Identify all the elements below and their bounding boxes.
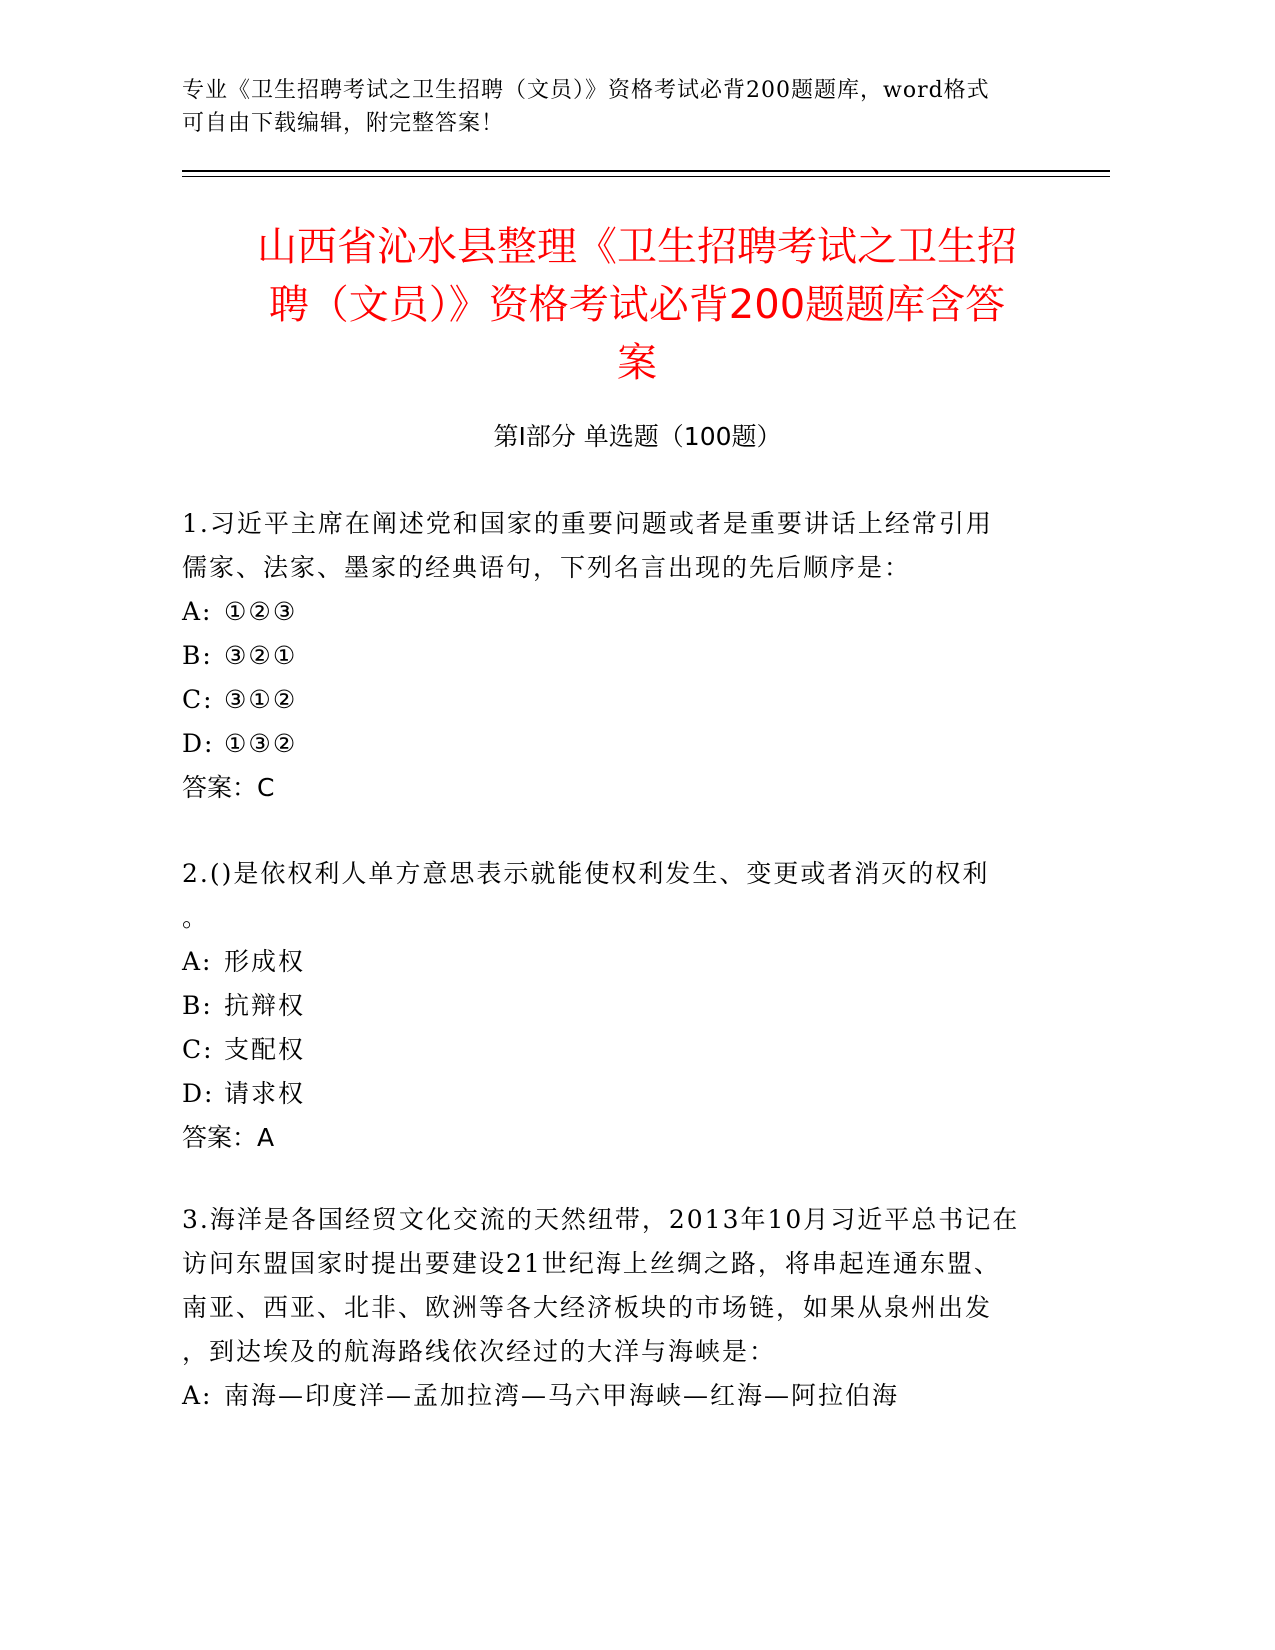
title-line: 案 xyxy=(617,340,657,386)
answer-line: 答案：C xyxy=(182,773,275,802)
question-2 xyxy=(182,852,1062,1160)
option-c xyxy=(182,678,1062,722)
option-c xyxy=(182,1028,1062,1072)
question-stem-line: 1.习近平主席在阐述党和国家的重要问题或者是重要讲话上经常引用 xyxy=(182,509,993,538)
question-stem-line: 南亚、西亚、北非、欧洲等各大经济板块的市场链，如果从泉州出发 xyxy=(182,1293,993,1322)
document-title xyxy=(182,218,1092,392)
option-d xyxy=(182,1072,1062,1116)
option-a xyxy=(182,940,1062,984)
question-1 xyxy=(182,502,1062,810)
option-key: D: xyxy=(182,729,215,758)
question-stem-line: 3.海洋是各国经贸文化交流的天然纽带，2013年10月习近平总书记在 xyxy=(182,1205,1020,1234)
option-a xyxy=(182,590,1062,634)
option-b xyxy=(182,634,1062,678)
option-d xyxy=(182,722,1062,766)
option-key: A: xyxy=(182,597,213,626)
option-b xyxy=(182,984,1062,1028)
option-key: C: xyxy=(182,685,214,714)
question-stem-line: 2.()是依权利人单方意思表示就能使权利发生、变更或者消灭的权利 xyxy=(182,859,990,888)
option-text: 抗辩权 xyxy=(224,991,306,1020)
header-note-line: 可自由下载编辑，附完整答案！ xyxy=(182,111,505,136)
option-text: 形成权 xyxy=(224,947,306,976)
option-key: D: xyxy=(182,1079,215,1108)
header-note-line: 专业《卫生招聘考试之卫生招聘（文员）》资格考试必背200题题库，word格式 xyxy=(182,78,990,103)
option-key: A: xyxy=(182,947,213,976)
option-text: 南海—印度洋—孟加拉湾—马六甲海峡—红海—阿拉伯海 xyxy=(224,1381,900,1410)
option-text: ①③② xyxy=(224,729,298,758)
option-key: B: xyxy=(182,991,213,1020)
option-key: B: xyxy=(182,641,213,670)
option-key: A: xyxy=(182,1381,213,1410)
option-text: 支配权 xyxy=(224,1035,306,1064)
section-heading: 第Ⅰ部分 单选题（100题） xyxy=(493,422,782,451)
title-line: 山西省沁水县整理《卫生招聘考试之卫生招 xyxy=(257,224,1017,270)
title-line: 聘（文员）》资格考试必背200题题库含答 xyxy=(268,282,1006,328)
option-key: C: xyxy=(182,1035,214,1064)
option-text: ③①② xyxy=(224,685,298,714)
header-note xyxy=(182,74,1042,140)
option-text: ③②① xyxy=(224,641,298,670)
option-text: 请求权 xyxy=(224,1079,306,1108)
answer-line: 答案：A xyxy=(182,1123,275,1152)
question-stem-line: 儒家、法家、墨家的经典语句，下列名言出现的先后顺序是： xyxy=(182,553,912,582)
option-a xyxy=(182,1374,1062,1418)
header-divider-thick xyxy=(182,170,1110,172)
header-divider-thin xyxy=(182,176,1110,177)
question-stem-line: ，到达埃及的航海路线依次经过的大洋与海峡是： xyxy=(182,1337,777,1366)
question-stem-line: 访问东盟国家时提出要建设21世纪海上丝绸之路，将串起连通东盟、 xyxy=(182,1249,1001,1278)
question-stem-line: 。 xyxy=(182,903,210,932)
question-3 xyxy=(182,1198,1062,1418)
option-text: ①②③ xyxy=(224,597,298,626)
